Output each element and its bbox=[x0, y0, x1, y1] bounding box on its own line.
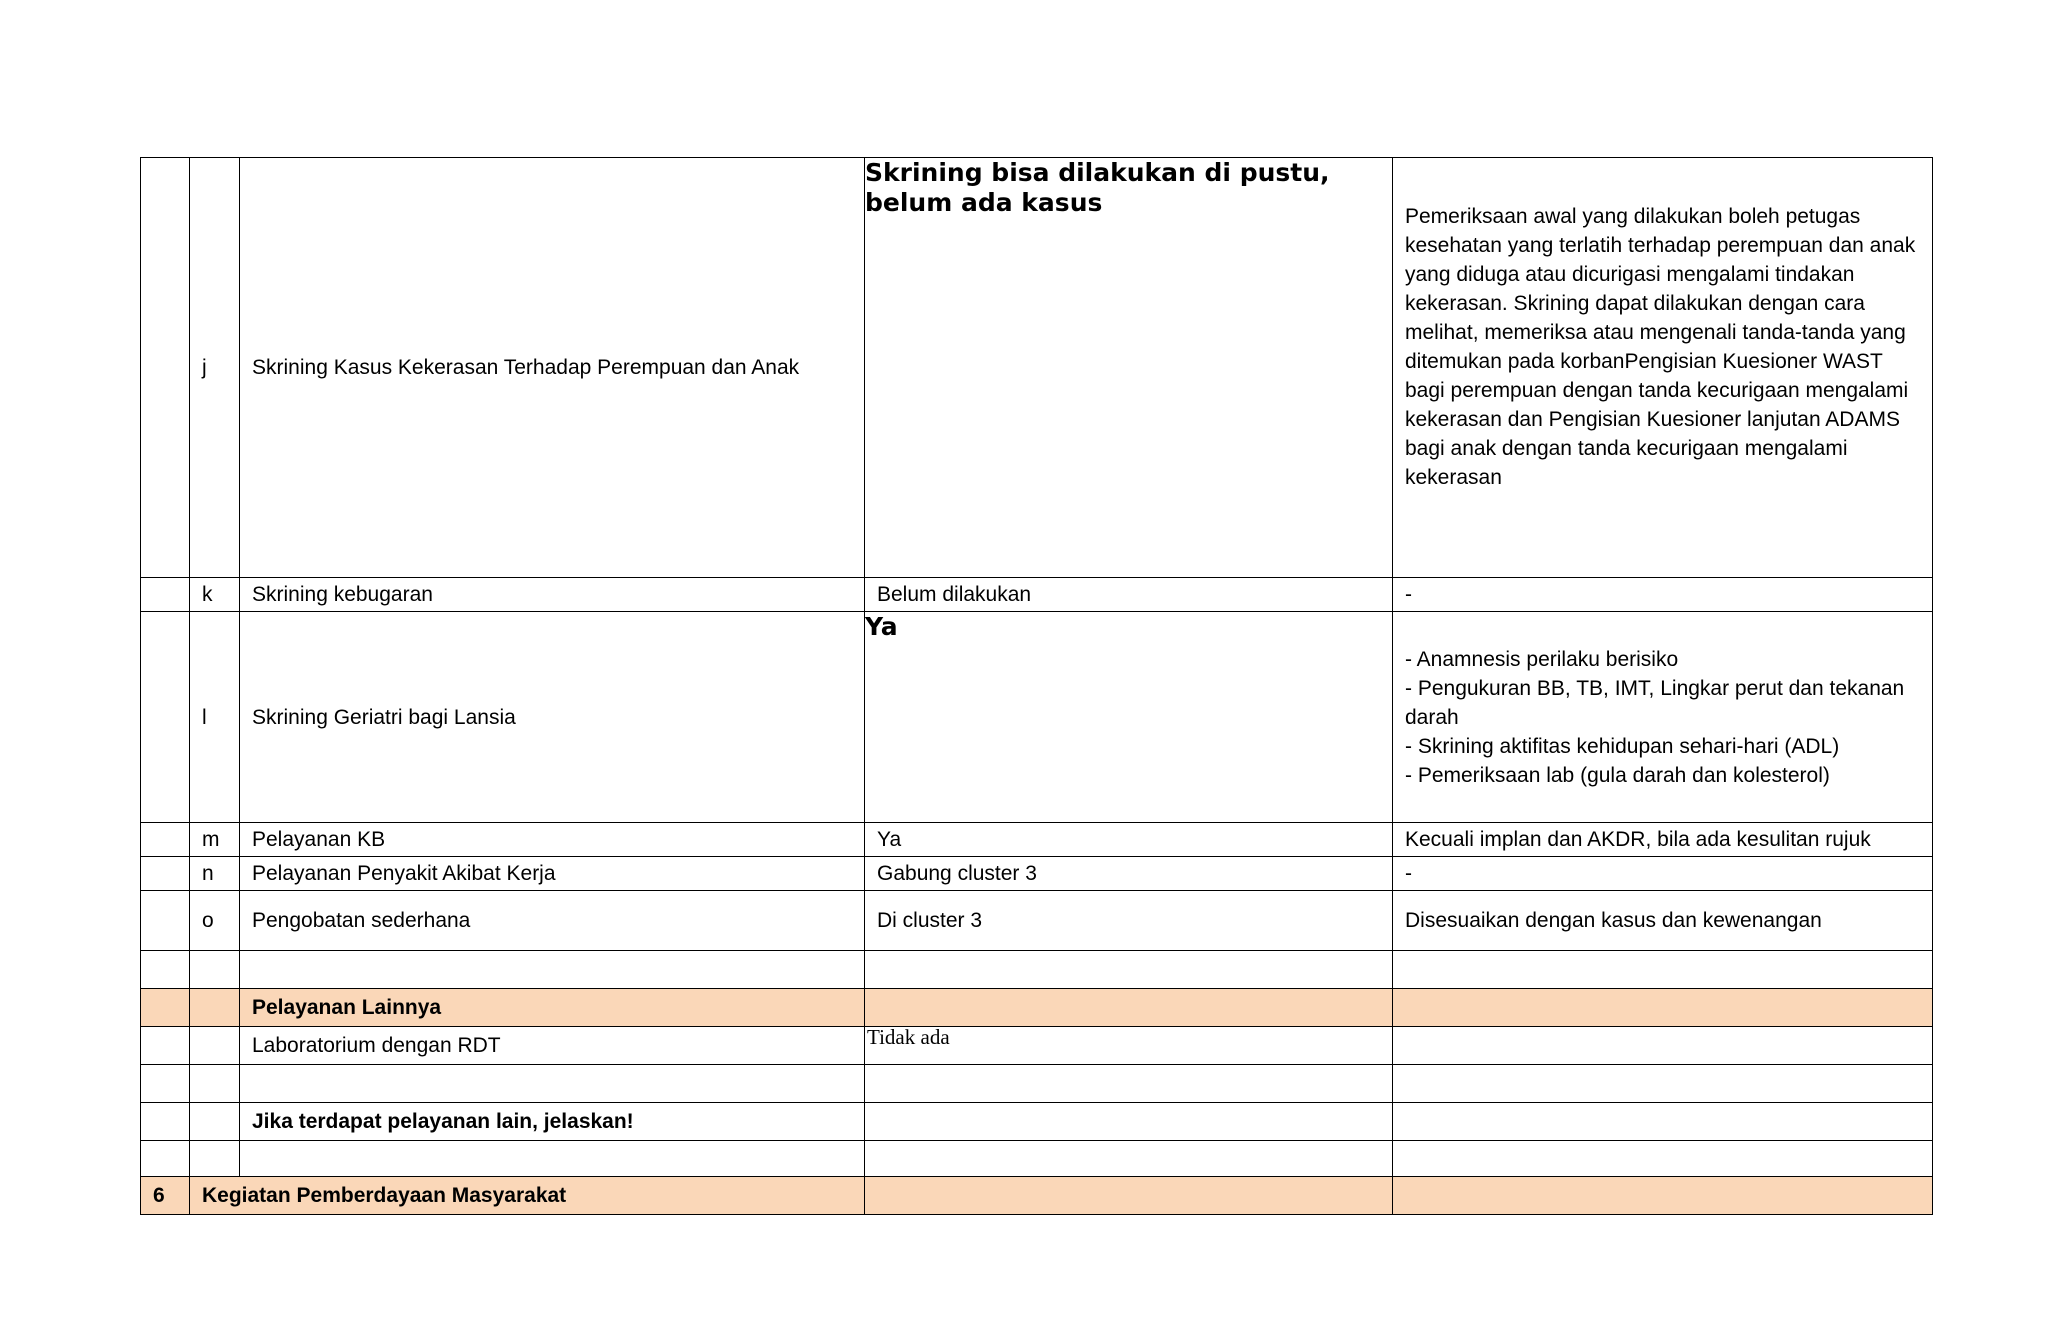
cell-number bbox=[141, 158, 190, 578]
table-row bbox=[141, 823, 1933, 857]
cell-letter: j bbox=[190, 158, 240, 578]
table-row bbox=[141, 1027, 1933, 1065]
cell-number bbox=[141, 891, 190, 951]
cell-item: Laboratorium dengan RDT bbox=[240, 1027, 865, 1065]
cell-status bbox=[865, 612, 1393, 823]
table-row bbox=[141, 891, 1933, 951]
table-row bbox=[141, 612, 1933, 823]
empty-row bbox=[141, 951, 1933, 989]
description-line: - Anamnesis perilaku berisiko bbox=[1405, 647, 1679, 671]
cell-letter: k bbox=[190, 578, 240, 612]
cell-letter: n bbox=[190, 857, 240, 891]
cell-number bbox=[141, 578, 190, 612]
cell-number bbox=[141, 857, 190, 891]
cell-item: Skrining kebugaran bbox=[240, 578, 865, 612]
table-row bbox=[141, 1103, 1933, 1141]
cell-description: Kecuali implan dan AKDR, bila ada kesulitan rujuk bbox=[1393, 823, 1933, 857]
cell-item: Pelayanan KB bbox=[240, 823, 865, 857]
other-services-heading: Pelayanan Lainnya bbox=[240, 989, 865, 1027]
cell-status: Belum dilakukan bbox=[865, 578, 1393, 612]
empty-row bbox=[141, 1141, 1933, 1177]
status-text: Skrining bisa dilakukan di pustu, belum ada kasus bbox=[865, 158, 1330, 217]
status-text: Ya bbox=[865, 612, 898, 641]
cell-description: Disesuaikan dengan kasus dan kewenangan bbox=[1393, 891, 1933, 951]
cell-status: Di cluster 3 bbox=[865, 891, 1393, 951]
description-line: - Pengukuran BB, TB, IMT, Lingkar perut dan tekanan darah bbox=[1405, 676, 1905, 729]
cell-status: Gabung cluster 3 bbox=[865, 857, 1393, 891]
status-text: Tidak ada bbox=[867, 1026, 950, 1049]
table-row bbox=[141, 158, 1933, 578]
cell-description: - bbox=[1393, 857, 1933, 891]
description-line: - Pemeriksaan lab (gula darah dan kolesterol) bbox=[1405, 763, 1830, 787]
cell-item: Pengobatan sederhana bbox=[240, 891, 865, 951]
section-header-row bbox=[141, 989, 1933, 1027]
cell-description: - bbox=[1393, 578, 1933, 612]
table-row bbox=[141, 578, 1933, 612]
cell-number bbox=[141, 823, 190, 857]
section-title: Kegiatan Pemberdayaan Masyarakat bbox=[190, 1177, 865, 1215]
section-number: 6 bbox=[141, 1177, 190, 1215]
table-row bbox=[141, 857, 1933, 891]
description-line: - Skrining aktifitas kehidupan sehari-hari (ADL) bbox=[1405, 734, 1840, 758]
cell-letter: o bbox=[190, 891, 240, 951]
cell-letter: l bbox=[190, 612, 240, 823]
cell-status bbox=[865, 1027, 1393, 1065]
description-text: Pemeriksaan awal yang dilakukan boleh petugas kesehatan yang terlatih terhadap perempuan dan anak yang diduga atau dicurigasi mengalami tindakan kekerasan. Skrining dapat dilakukan dengan cara melihat, memeriksa atau mengenali tanda-tanda yang ditemukan pada korbanPengisian Kuesioner WAST bagi perempuan dengan tanda kecurigaan mengalami kekerasan dan Pengisian Kuesioner lanjutan ADAMS bagi anak dengan tanda kecurigaan mengalami kekerasan bbox=[1405, 205, 1916, 489]
cell-item: Skrining Geriatri bagi Lansia bbox=[240, 612, 865, 823]
cell-description bbox=[1393, 612, 1933, 823]
cell-status bbox=[865, 158, 1393, 578]
cell-status: Ya bbox=[865, 823, 1393, 857]
section-row bbox=[141, 1177, 1933, 1215]
cell-item: Pelayanan Penyakit Akibat Kerja bbox=[240, 857, 865, 891]
cell-number bbox=[141, 612, 190, 823]
empty-row bbox=[141, 1065, 1933, 1103]
cell-item: Skrining Kasus Kekerasan Terhadap Perempuan dan Anak bbox=[240, 158, 865, 578]
other-services-prompt: Jika terdapat pelayanan lain, jelaskan! bbox=[240, 1103, 865, 1141]
cell-description bbox=[1393, 158, 1933, 578]
cell-letter: m bbox=[190, 823, 240, 857]
services-table bbox=[140, 157, 1933, 1215]
